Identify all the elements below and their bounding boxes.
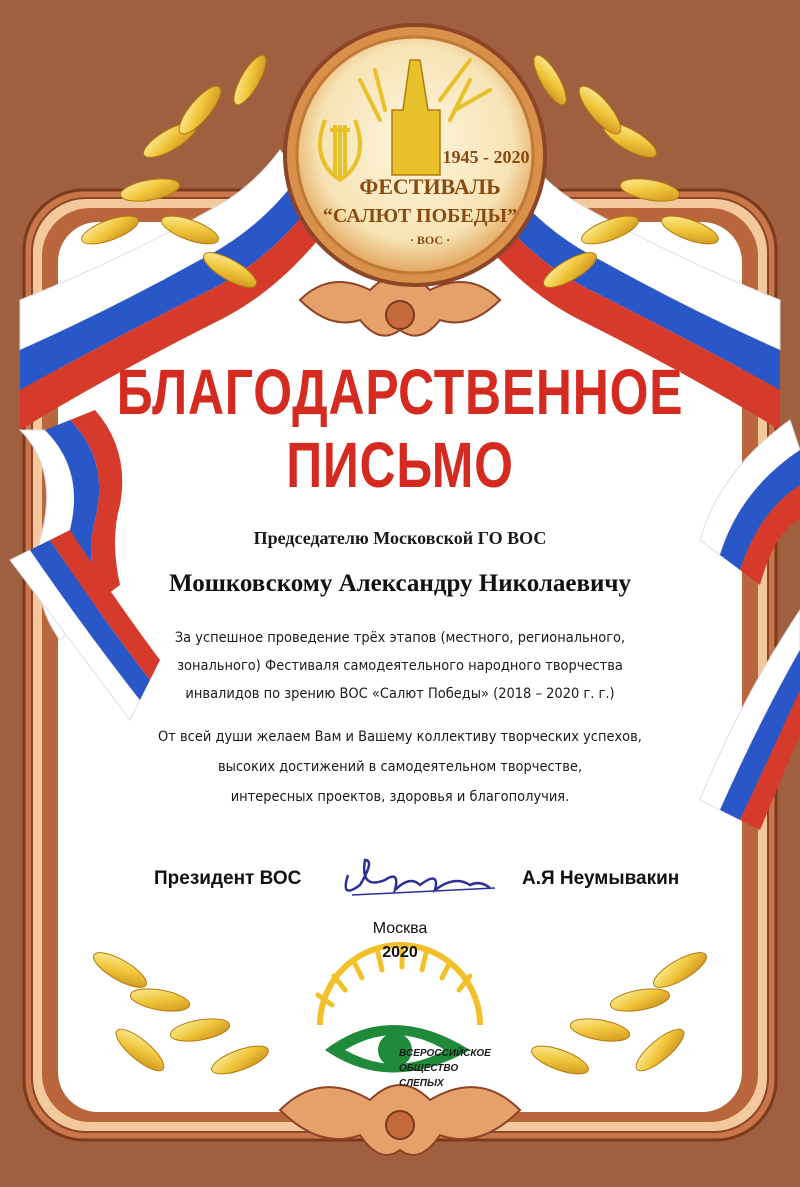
title-line-1: БЛАГОДАРСТВЕННОЕ <box>116 356 684 428</box>
logo-text-line-3: СЛЕПЫХ <box>399 1078 444 1089</box>
body-line: зонального) Фестиваля самодеятельного народного творчества <box>177 658 623 674</box>
recipient-name: Мошковскому Александру Николаевичу <box>168 570 632 597</box>
recipient-position: Председателю Московской ГО ВОС <box>253 528 547 548</box>
body-line: интересных проектов, здоровья и благополучия. <box>230 789 570 805</box>
title-line-2: ПИСЬМО <box>286 429 514 501</box>
body-line: От всей души желаем Вам и Вашему коллективу творческих успехов, <box>158 729 642 745</box>
logo-text-line-1: ВСЕРОССИЙСКОЕ <box>399 1048 491 1059</box>
emblem-festival-name: “САЛЮТ ПОБЕДЫ” <box>322 205 518 227</box>
emblem-festival: ФЕСТИВАЛЬ <box>359 174 501 199</box>
body-line: инвалидов по зрению ВОС «Салют Победы» (2018 – 2020 г. г.) <box>185 686 615 702</box>
emblem-years: 1945 - 2020 <box>442 147 530 167</box>
year: 2020 <box>382 944 418 961</box>
body-line: высоких достижений в самодеятельном творчестве, <box>217 759 583 775</box>
place: Москва <box>372 920 428 937</box>
festival-emblem <box>285 25 545 285</box>
emblem-org: · ВОС · <box>409 233 451 247</box>
logo-text-line-2: ОБЩЕСТВО <box>399 1063 459 1074</box>
signer-role: Президент ВОС <box>154 868 302 889</box>
signer-name: А.Я Неумывакин <box>522 868 680 889</box>
body-line: За успешное проведение трёх этапов (местного, регионального, <box>174 630 626 646</box>
